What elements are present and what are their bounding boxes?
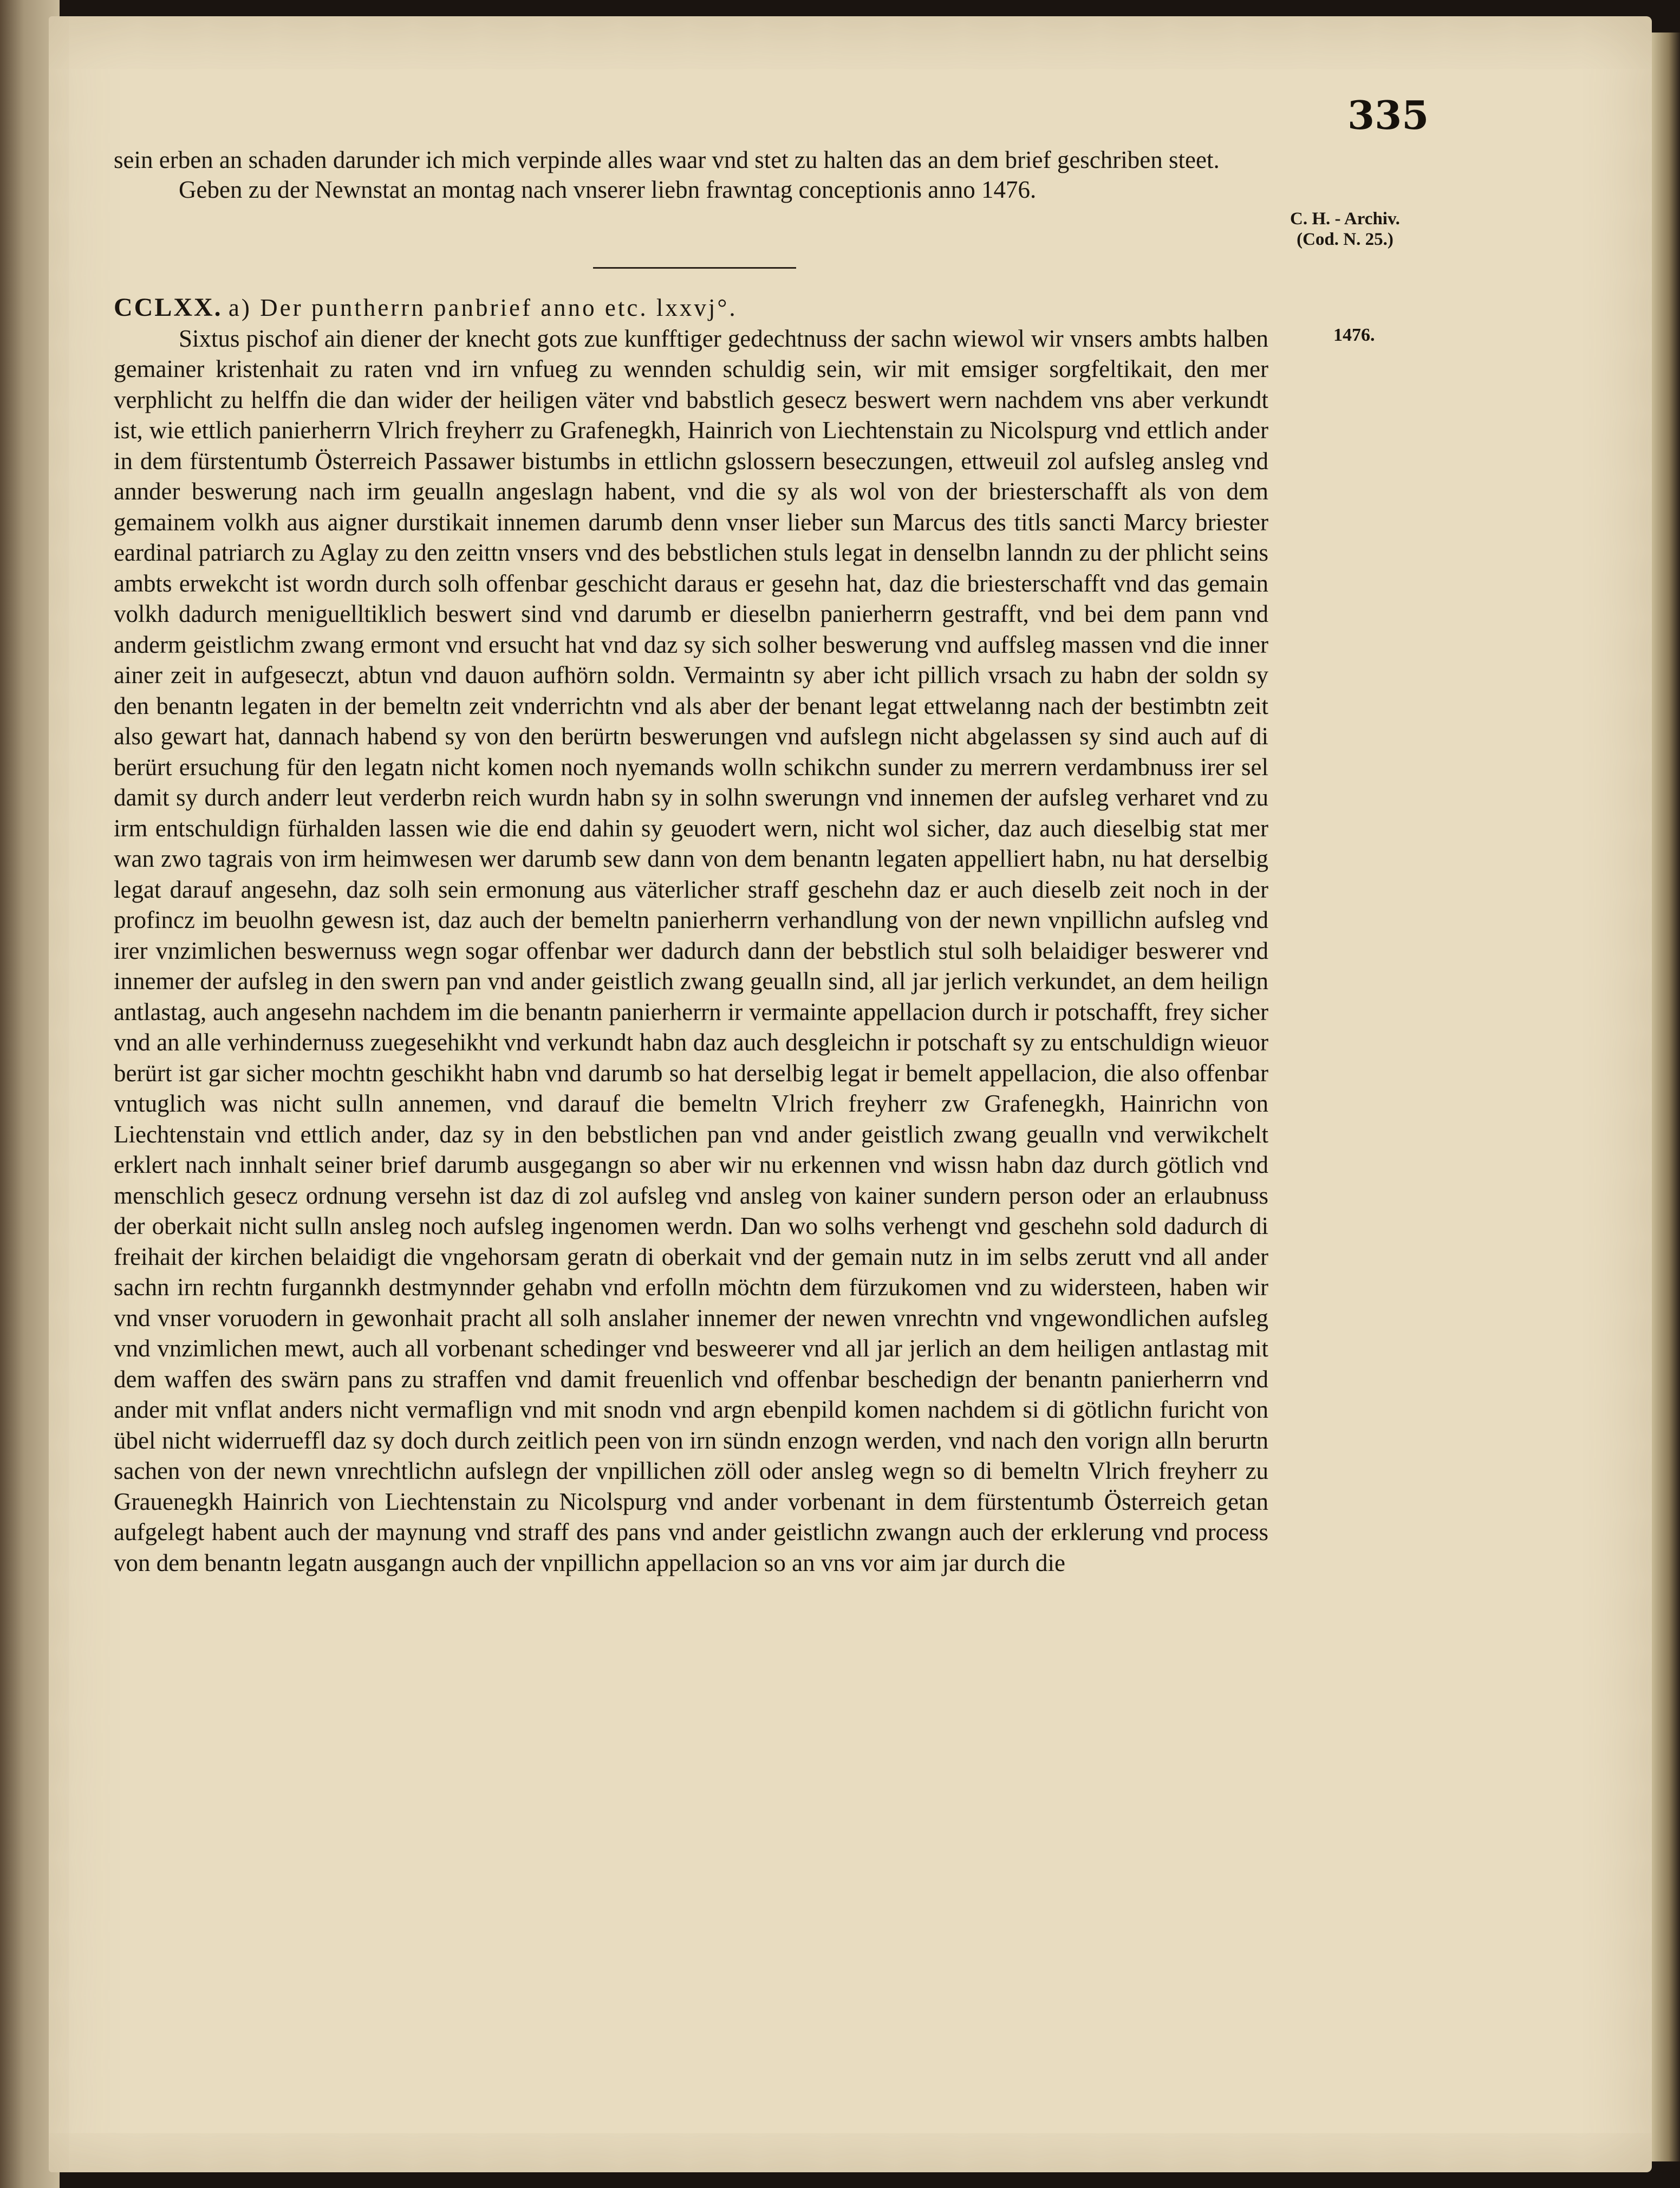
archive-reference (1290, 209, 1400, 250)
intro-dating-text: Geben zu der Newnstat an montag nach vnserer liebn frawntag conceptionis anno 1476. (179, 176, 1037, 203)
document-heading (114, 293, 1268, 323)
archive-reference-line1: C. H. - Archiv. (1290, 209, 1400, 229)
intro-paragraphs (114, 145, 1268, 205)
year-margin-note: 1476. (1333, 325, 1375, 345)
page-number: 335 (1347, 92, 1429, 138)
document-number: CCLXX. (114, 293, 223, 322)
document-section (114, 293, 1268, 1578)
section-divider (593, 267, 796, 269)
intro-closing-text: sein erben an schaden darunder ich mich verpinde alles waar vnd stet zu halten das an dem brief geschriben steet. (114, 146, 1220, 173)
document-title: a) Der puntherrn panbrief anno etc. lxxvj°. (228, 294, 738, 321)
document-body: Sixtus pischof ain diener der knecht gots zue kunfftiger gedechtnuss der sachn wiewol wir vnsers ambts halben gemainer kristenhait zu raten vnd irn vnfueg zu wennden schuldig sein, wir mit emsiger sorgfeltikait, den mer verphlicht zu helffn die dan wider der heiligen väter vnd babstlich gesecz beswert wern nachdem vns aber verkundt ist, wie ettlich panierherrn Vlrich freyherr zu Grafenegkh, Hainrich von Liechtenstain zu Nicolspurg vnd ettlich ander in dem fürstentumb Österreich Passawer bistumbs in ettlichn gslossern beseczungen, ettweuil zol aufsleg ansleg vnd annder beswerung nach irm geualln angeslagn habent, vnd die sy als wol von der briesterschafft als von dem gemainem volkh aus aigner durstikait innemen darumb denn vnser lieber sun Marcus des titls sancti Marcy briester eardinal patriarch zu Aglay zu den zeittn vnsers vnd des bebstlichen stuls legat in denselbn lanndn zu der phlicht seins ambts erwekcht ist wordn durch solh offenbar geschicht daraus er gesehn hat, daz die briesterschafft vnd das gemain volkh dadurch meniguelltiklich beswert sind vnd darumb er dieselbn panierherrn gestrafft, vnd bei dem pann vnd anderm geistlichm zwang ermont vnd ersucht hat vnd daz sy sich solher beswerung vnd auffsleg massen vnd die inner ainer zeit in aufgeseczt, abtun vnd dauon aufhörn soldn. Vermaintn sy aber icht pillich vrsach zu habn der soldn sy den benantn legaten in der bemeltn zeit vnderrichtn vnd als aber der benant legat ettwelanng nach der bestimbtn zeit also gewart hat, dannach habend sy von den berürtn beswerungen vnd aufslegn nicht abgelassen sy sind auch auf di berürt ersuchung für den legatn nicht komen noch nyemands wolln schikchn sunder zu merrern verdambnuss irer sel damit sy durch anderr leut verderbn reich wurdn habn sy in solhn swerungn vnd innemen der aufsleg verharet vnd zu irm entschuldign fürhalden lassen wie die end dahin sy geuodert wern, nicht wol sicher, daz auch dieselbig stat mer wan zwo tagrais von irm heimwesen wer darumb sew dann von dem benantn legaten appelliert habn, nu hat derselbig legat darauf angesehn, daz solh sein ermonung aus väterlicher straff geschehn daz er auch dieselb zeit noch in der profincz im beuolhn gewesn ist, daz auch der bemeltn panierherrn verhandlung von der newn vnpillichn aufsleg vnd irer vnzimlichen beswernuss wegn sogar offenbar wer dadurch dann der bebstlich stul solh belaidiger beswerer vnd innemer der aufsleg in den swern pan vnd ander geistlich zwang geualln sind, all jar jerlich verkundet, an dem heilign antlastag, auch angesehn nachdem im die benantn panierherrn ir vermainte appellacion durch ir potschafft, frey sicher vnd an alle verhindernuss zuegesehikht vnd verkundt habn daz auch desgleichn ir potschaft sy zu entschuldign wieuor berürt ist gar sicher mochtn geschikht habn vnd darumb so hat derselbig legat ir bemelt appellacion, die also offenbar vntuglich was nicht sulln annemen, vnd darauf die bemeltn Vlrich freyherr zw Grafenegkh, Hainrichn von Liechtenstain vnd ettlich ander, daz sy in den bebstlichen pan vnd ander geistlich zwang geualln vnd verwikchelt erklert nach innhalt seiner brief darumb ausgegangn so aber wir nu erkennen vnd wissn habn daz durch götlich vnd menschlich gesecz ordnung versehn ist daz di zol aufsleg vnd ansleg von kainer sundern person oder an erlaubnuss der oberkait nicht sulln ansleg noch aufsleg ingenomen werdn. Dan wo solhs verhengt vnd geschehn sold dadurch di freihait der kirchen belaidigt die vngehorsam geratn di oberkait vnd der gemain nutz in im selbs zerutt vnd all ander sachn irn rechtn furgannkh destmynnder gehabn vnd erfolln möchtn dem fürzukomen vnd zu widersteen, haben wir vnd vnser voruodern in gewonhait pracht all solh anslaher innemer der newen vnrechtn vnd vngewondlichen aufsleg vnd vnzimlichen mewt, auch all vorbenant schedinger vnd besweerer vnd all jar jerlich an dem heiligen antlastag mit dem waffen des swärn pans zu straffen vnd damit freuenlich vnd offenbar beschedign der benantn panierherrn vnd ander mit vnflat anders nicht vermaflign vnd mit snodn vnd argn ebenpild komen nachdem si di götlichn furicht von übel nicht widerrueffl daz sy doch durch zeitlich peen von irn sündn enzogn werden, vnd nach den vorign alln berurtn sachen von der newn vnrechtlichn aufslegn der vnpillichen zöll oder ansleg wegn so di bemeltn Vlrich freyherr zu Grauenegkh Hainrich von Liechtenstain zu Nicolspurg vnd ander vorbenant in dem fürstentumb Österreich getan aufgelegt habent auch der maynung vnd straff des pans vnd ander geistlichn zwangn auch der erklerung vnd process von dem benantn legatn ausgangn auch der vnpillichn appellacion so an vns vor aim jar durch die (114, 324, 1268, 1576)
archive-reference-line2: (Cod. N. 25.) (1297, 230, 1394, 249)
right-page-edge (1652, 33, 1680, 2161)
